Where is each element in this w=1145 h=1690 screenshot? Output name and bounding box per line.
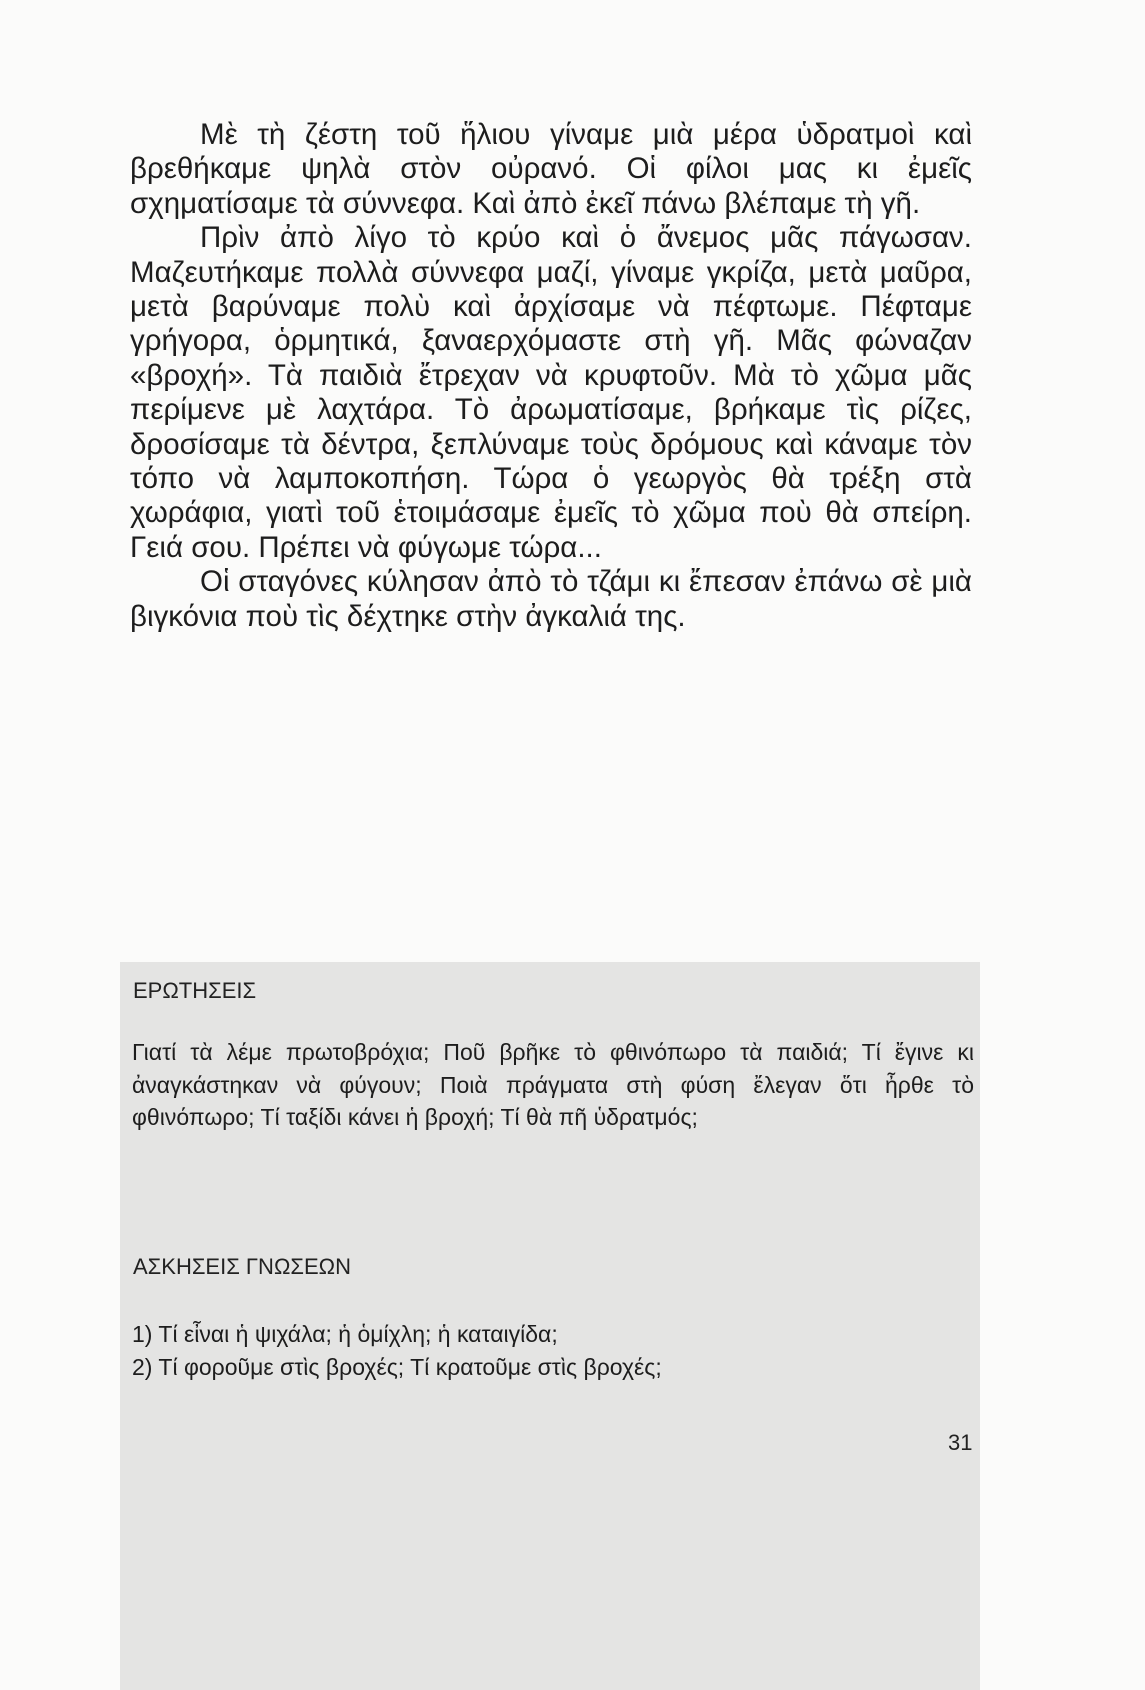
exercise-item-1: 1) Τί εἶναι ἡ ψιχάλα; ἡ ὁμίχλη; ἡ καταιγίδα; [132,1321,558,1347]
story-paragraph-3: Οἱ σταγόνες κύλησαν ἀπὸ τὸ τζάμι κι ἔπεσαν ἐπάνω σὲ μιὰ βιγκόνια ποὺ τὶς δέχτηκε στὴν ἀγκαλιά της. [130,565,972,633]
exercises-heading: ΑΣΚΗΣΕΙΣ ΓΝΩΣΕΩΝ [133,1254,351,1279]
questions-text: Γιατί τὰ λέμε πρωτοβρόχια; Ποῦ βρῆκε τὸ φθινόπωρο τὰ παιδιά; Τί ἔγινε κι ἀναγκάστηκαν νὰ φύγουν; Ποιὰ πράγματα στὴ φύση ἔλεγαν ὅτι ἦρθε τὸ φθινόπωρο; Τί ταξίδι κάνει ἡ βροχή; Τί θὰ πῆ ὑδρατμός; [132,1039,974,1130]
questions-heading: ΕΡΩΤΗΣΕΙΣ [133,978,257,1003]
page-number: 31 [948,1430,973,1455]
story-text [130,118,972,634]
story-paragraph-2: Πρὶν ἀπὸ λίγο τὸ κρύο καὶ ὁ ἄνεμος μᾶς πάγωσαν. Μαζευτήκαμε πολλὰ σύννεφα μαζί, γίναμε γκρίζα, μετὰ μαῦρα, μετὰ βαρύναμε πολὺ καὶ ἀρχίσαμε νὰ πέφτωμε. Πέφταμε γρήγορα, ὁρμητικά, ξαναερχόμαστε στὴ γῆ. Μᾶς φώναζαν «βροχή». Τὰ παιδιὰ ἔτρεχαν νὰ κρυφτοῦν. Μὰ τὸ χῶμα μᾶς περίμενε μὲ λαχτάρα. Τὸ ἀρωματίσαμε, βρήκαμε τὶς ρίζες, δροσίσαμε τὰ δέντρα, ξεπλύναμε τοὺς δρόμους καὶ κάναμε τὸν τόπο νὰ λαμποκοπήση. Τώρα ὁ γεωργὸς θὰ τρέξη στὰ χωράφια, γιατὶ τοῦ ἑτοιμάσαμε ἐμεῖς τὸ χῶμα ποὺ θὰ σπείρη. Γειά σου. Πρέπει νὰ φύγωμε τώρα... [130,221,972,564]
story-paragraph-1: Μὲ τὴ ζέστη τοῦ ἥλιου γίναμε μιὰ μέρα ὑδρατμοὶ καὶ βρεθήκαμε ψηλὰ στὸν οὐρανό. Οἱ φίλοι μας κι ἐμεῖς σχηματίσαμε τὰ σύννεφα. Καὶ ἀπὸ ἐκεῖ πάνω βλέπαμε τὴ γῆ. [130,118,972,220]
exercise-item-2: 2) Τί φοροῦμε στὶς βροχές; Τί κρατοῦμε στὶς βροχές; [132,1354,662,1380]
exercises-list [132,1318,974,1384]
exercises-box [120,962,980,1690]
